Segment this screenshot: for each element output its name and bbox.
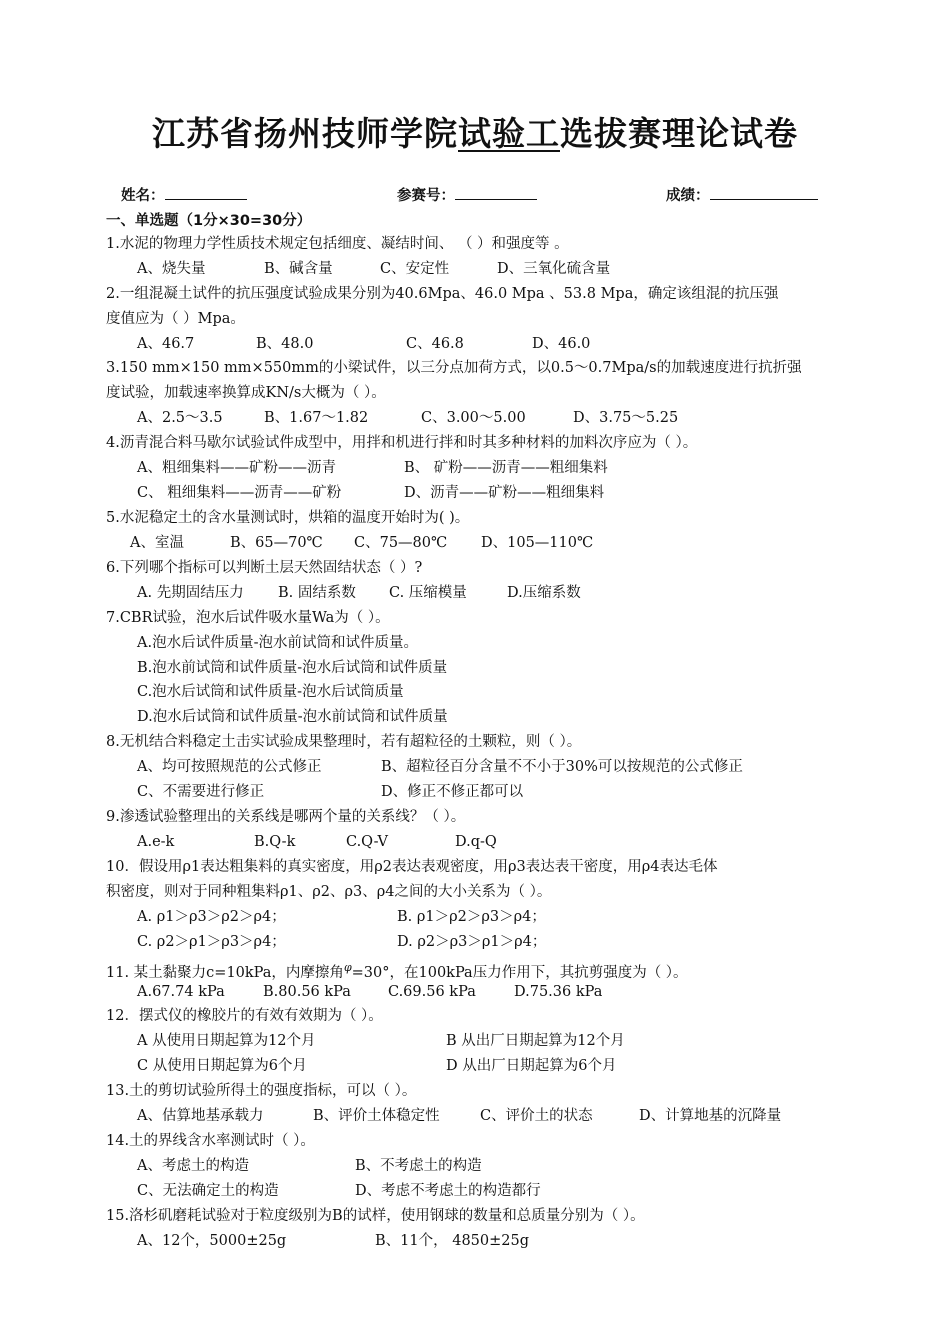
option-c: C、评价土的状态 [480,1108,593,1124]
option-d: D.75.36 kPa [514,984,603,1000]
option-b: B.80.56 kPa [263,984,351,1000]
option-a: A. ρ1＞ρ3＞ρ2＞ρ4； [137,909,286,925]
option-a: A. 先期固结压力 [137,585,244,601]
option-b: B 从出厂日期起算为12个月 [446,1033,625,1049]
question-stem-continued: 积密度，则对于同种粗集料ρ1、ρ2、ρ3、ρ4之间的大小关系为（ ）。 [106,884,552,900]
option-b: B. ρ1＞ρ2＞ρ3＞ρ4； [397,909,546,925]
option-a: A、12个，5000±25g [137,1233,287,1249]
option-b: B.泡水前试筒和试件质量-泡水后试筒和试件质量 [137,660,448,676]
option-b: B、1.67～1.82 [264,410,369,426]
question-stem: 14.土的界线含水率测试时（ ）。 [106,1133,315,1149]
question-stem-continued: 度值应为（ ）Mpa。 [106,311,245,327]
title-part-underlined: 试验工 [458,114,560,153]
title-part-1: 江苏省扬州技师学院 [152,114,458,153]
option-a: A、均可按照规范的公式修正 [137,759,322,775]
option-c: C 从使用日期起算为6个月 [137,1058,307,1074]
score-blank[interactable] [710,184,818,200]
name-label: 姓名： [121,188,165,204]
option-a: A 从使用日期起算为12个月 [137,1033,316,1049]
option-b: B.Q-k [254,834,296,850]
option-a: A、考虑土的构造 [137,1158,249,1174]
option-c: C.69.56 kPa [388,984,476,1000]
option-b: B、碱含量 [264,261,333,277]
option-b: B、11个， 4850±25g [375,1233,529,1249]
option-c: C、75—80℃ [354,535,448,551]
option-a: A.e-k [137,834,175,850]
name-blank[interactable] [165,184,247,200]
option-c: C. ρ2＞ρ1＞ρ3＞ρ4； [137,934,286,950]
option-c: C、无法确定土的构造 [137,1183,279,1199]
title-part-3: 选拔赛理论试卷 [560,114,798,153]
option-b: B、评价土体稳定性 [313,1108,440,1124]
score-field [666,184,818,205]
option-d: D、沥青——矿粉——粗细集料 [404,485,605,501]
contestant-number-blank[interactable] [455,184,537,200]
option-a: A.67.74 kPa [137,984,225,1000]
option-c: C、3.00～5.00 [421,410,526,426]
question-stem: 2.一组混凝土试件的抗压强度试验成果分别为40.6Mpa、46.0 Mpa 、53.8 Mpa，确定该组混的抗压强 [106,286,779,302]
question-stem: 3.150 mm×150 mm×550mm的小梁试件，以三分点加荷方式，以0.5～0.7Mpa/s的加载速度进行抗折强 [106,360,802,376]
question-stem: 4.沥青混合料马歇尔试验试件成型中，用拌和机进行拌和时其多种材料的加料次序应为（ ）。 [106,435,698,451]
name-field [121,184,247,205]
option-b: B、 矿粉——沥青——粗细集料 [404,460,608,476]
option-d: D、46.0 [532,336,591,352]
option-c: C. 压缩模量 [389,585,467,601]
question-stem: 8.无机结合料稳定土击实试验成果整理时，若有超粒径的土颗粒，则（ ）。 [106,734,582,750]
question-stem: 7.CBR试验，泡水后试件吸水量Wa为（ ）。 [106,610,390,626]
option-c: C、不需要进行修正 [137,784,265,800]
question-stem: 12．摆式仪的橡胶片的有效有效期为（ ）。 [106,1008,383,1024]
option-a: A、2.5～3.5 [137,410,223,426]
option-d: D、三氧化硫含量 [497,261,611,277]
option-c: C、46.8 [406,336,464,352]
option-a: A、烧失量 [137,261,206,277]
question-stem: 5.水泥稳定土的含水量测试时，烘箱的温度开始时为( )。 [106,510,470,526]
question-stem: 10．假设用ρ1表达粗集料的真实密度，用ρ2表达表观密度，用ρ3表达表干密度，用ρ4表达毛体 [106,859,718,875]
option-b: B. 固结系数 [278,585,356,601]
score-label: 成绩： [666,188,710,204]
option-d: D.q-Q [455,834,497,850]
option-a: A、粗细集料——矿粉——沥青 [137,460,336,476]
option-d: D、3.75～5.25 [573,410,679,426]
question-stem-continued: 度试验，加载速率换算成KN/s大概为（ ）。 [106,385,386,401]
option-c: C.泡水后试筒和试件质量-泡水后试筒质量 [137,684,404,700]
option-b: B、超粒径百分含量不不小于30%可以按规范的公式修正 [381,759,743,775]
contestant-number-label: 参赛号： [397,188,455,204]
option-c: C.Q-V [346,834,388,850]
section-heading: 一、单选题（1分×30=30分） [106,213,312,229]
question-stem: 15.洛杉矶磨耗试验对于粒度级别为B的试样，使用钢球的数量和总质量分别为（ ）。 [106,1208,645,1224]
question-stem: 9.渗透试验整理出的关系线是哪两个量的关系线？（ ）。 [106,809,466,825]
option-d: D 从出厂日期起算为6个月 [446,1058,617,1074]
option-d: D.泡水后试筒和试件质量-泡水前试筒和试件质量 [137,709,448,725]
question-stem-start: 11. 某土黏聚力c=10kPa，内摩擦角 [106,965,344,981]
option-a: A、室温 [130,535,184,551]
option-d: D、修正不修正都可以 [381,784,524,800]
option-b: B、48.0 [256,336,314,352]
option-d: D.压缩系数 [507,585,581,601]
question-stem: 13.土的剪切试验所得土的强度指标，可以（ ）。 [106,1083,417,1099]
option-d: D、考虑不考虑土的构造都行 [355,1183,541,1199]
option-a: A、46.7 [137,336,195,352]
phi-symbol: φ [343,961,352,974]
question-stem: 1.水泥的物理力学性质技术规定包括细度、凝结时间、 （ ）和强度等 。 [106,236,569,252]
question-stem-end: =30°，在100kPa压力作用下，其抗剪强度为（ ）。 [351,965,688,981]
option-c: C、 粗细集料——沥青——矿粉 [137,485,342,501]
option-d: D、105—110℃ [481,535,594,551]
option-d: D、计算地基的沉降量 [639,1108,782,1124]
option-d: D. ρ2＞ρ3＞ρ1＞ρ4； [397,934,547,950]
option-b: B、65—70℃ [230,535,323,551]
option-a: A、估算地基承载力 [137,1108,264,1124]
option-a: A.泡水后试件质量-泡水前试筒和试件质量。 [137,635,418,651]
question-stem: 6.下列哪个指标可以判断土层天然固结状态（ ）? [106,560,423,576]
option-c: C、安定性 [380,261,450,277]
contestant-number-field [397,184,537,205]
exam-title [0,108,950,155]
option-b: B、不考虑土的构造 [355,1158,482,1174]
